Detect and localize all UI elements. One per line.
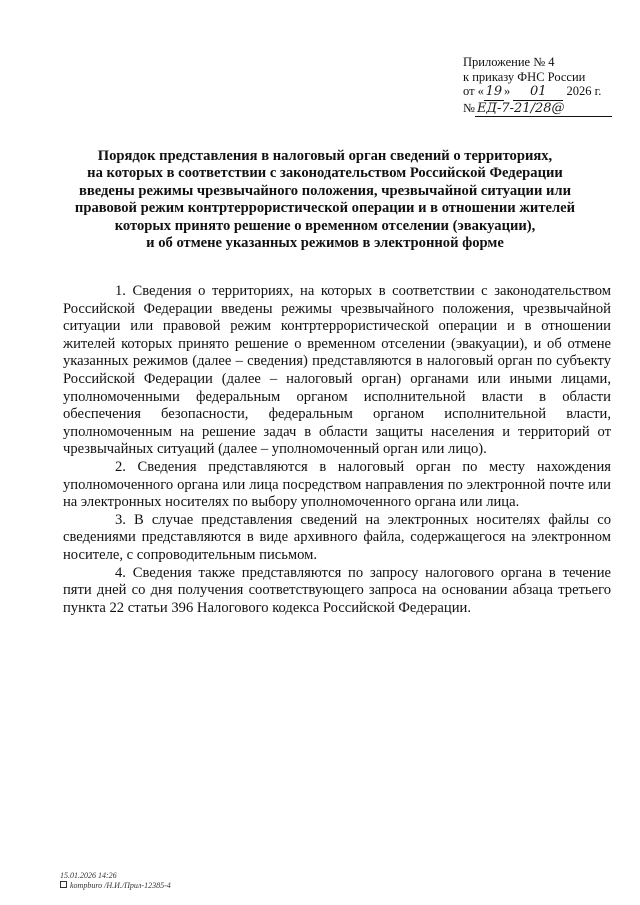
order-reference: к приказу ФНС России bbox=[463, 69, 586, 84]
paragraph-3: 3. В случае представления сведений на электронных носителях файлы со сведениями представляются в виде архивного файла, содержащегося на электронном носителе, с сопроводительным письмом. bbox=[63, 511, 611, 563]
date-year: 2026 г. bbox=[566, 84, 602, 98]
date-month: 01 bbox=[513, 85, 563, 101]
appendix-block bbox=[463, 55, 623, 117]
title-line: которых принято решение о временном отселении (эвакуации), bbox=[114, 217, 536, 234]
title-line: и об отмене указанных режимов в электронной форме bbox=[146, 235, 504, 252]
number-prefix: № bbox=[463, 100, 475, 115]
checkbox-icon bbox=[60, 881, 67, 888]
order-date bbox=[463, 84, 623, 101]
footer-timestamp: 15.01.2026 14:26 bbox=[60, 871, 117, 880]
footer-file bbox=[60, 881, 171, 891]
date-day: 19 bbox=[485, 84, 503, 99]
title-line: правовой режим контртеррористической операции и в отношении жителей bbox=[74, 200, 576, 217]
title-line: Порядок представления в налоговый орган сведений о территориях, bbox=[97, 148, 553, 164]
document-body bbox=[63, 283, 611, 617]
date-mid: » bbox=[503, 84, 511, 98]
document-title bbox=[60, 148, 590, 252]
title-line: на которых в соответствии с законодательством Российской Федерации bbox=[87, 165, 563, 182]
paragraph-4: 4. Сведения также представляются по запросу налогового органа в течение пяти дней со дня получения соответствующего запроса на основании абзаца третьего пункта 22 статьи 396 Налогового кодекса Российской Федерации. bbox=[63, 564, 611, 616]
footer-file-name: kompburo /Н.И./Прил-12385-4 bbox=[70, 881, 171, 890]
paragraph-2: 2. Сведения представляются в налоговый орган по месту нахождения уполномоченного органа или лица посредством направления по электронной почте или на электронных носителях по выбору уполномоченного органа или лица. bbox=[63, 458, 611, 511]
number-value: ЕД-7-21/28@ bbox=[475, 102, 612, 118]
order-number bbox=[463, 101, 623, 118]
print-footer bbox=[60, 871, 171, 891]
paragraph-1: 1. Сведения о территориях, на которых в соответствии с законодательством Российской Федерации введены режимы чрезвычайного положения, чрезвычайной ситуации или правовой режим контртеррористической операции и в отношении жителей которых принято решение о временном отселении (эвакуации), и об отмене указанных режимов (далее – сведения) представляются в налоговый орган по субъекту Российской Федерации (далее – налоговый орган) органами или иными лицами, уполномоченными федеральным органом исполнительной власти в области обеспечения безопасности, федеральным органом исполнительной власти, уполномоченным на решение задач в области защиты населения и территорий от чрезвычайных ситуаций (далее – уполномоченный орган или лицо). bbox=[63, 283, 611, 458]
appendix-line: Приложение № 4 bbox=[463, 55, 555, 69]
title-line: введены режимы чрезвычайного положения, чрезвычайной ситуации или bbox=[78, 182, 572, 199]
date-prefix: от « bbox=[463, 84, 484, 98]
